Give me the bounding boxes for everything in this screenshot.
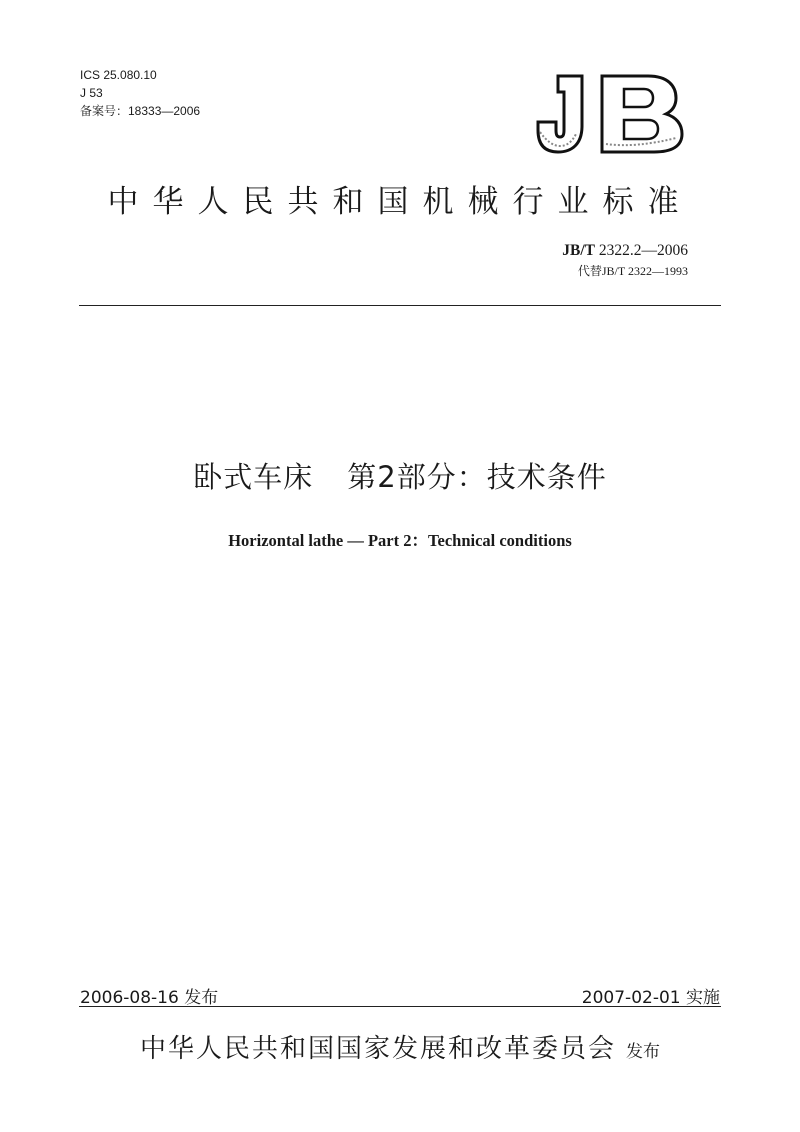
bottom-divider	[79, 1006, 721, 1007]
jb-logo	[536, 72, 686, 154]
classification-code: J 53	[80, 86, 103, 100]
standard-code	[562, 242, 688, 260]
publisher	[0, 1028, 800, 1065]
document-title-en: Horizontal lathe — Part 2：Technical conditions	[228, 531, 572, 550]
standard-code-number: 2322.2—2006	[598, 242, 688, 259]
registration-number: 备案号：18333—2006	[80, 104, 201, 118]
document-title-cn	[0, 455, 800, 496]
title-cn-part2: 第2部分：技术条件	[347, 460, 607, 494]
organization-title: 中华人民共和国机械行业标准	[107, 184, 693, 220]
standard-code-prefix: JB/T	[562, 242, 595, 259]
title-cn-part1: 卧式车床	[193, 460, 314, 494]
publisher-org: 中华人民共和国国家发展和改革委员会	[139, 1034, 616, 1064]
replaces-standard: 代替JB/T 2322—1993	[577, 264, 688, 278]
publisher-verb: 发布	[626, 1042, 660, 1062]
top-divider	[79, 305, 721, 306]
issue-date: 2006-08-16 发布	[80, 988, 219, 1008]
implementation-date: 2007-02-01 实施	[581, 988, 720, 1008]
ics-code: ICS 25.080.10	[80, 68, 157, 82]
